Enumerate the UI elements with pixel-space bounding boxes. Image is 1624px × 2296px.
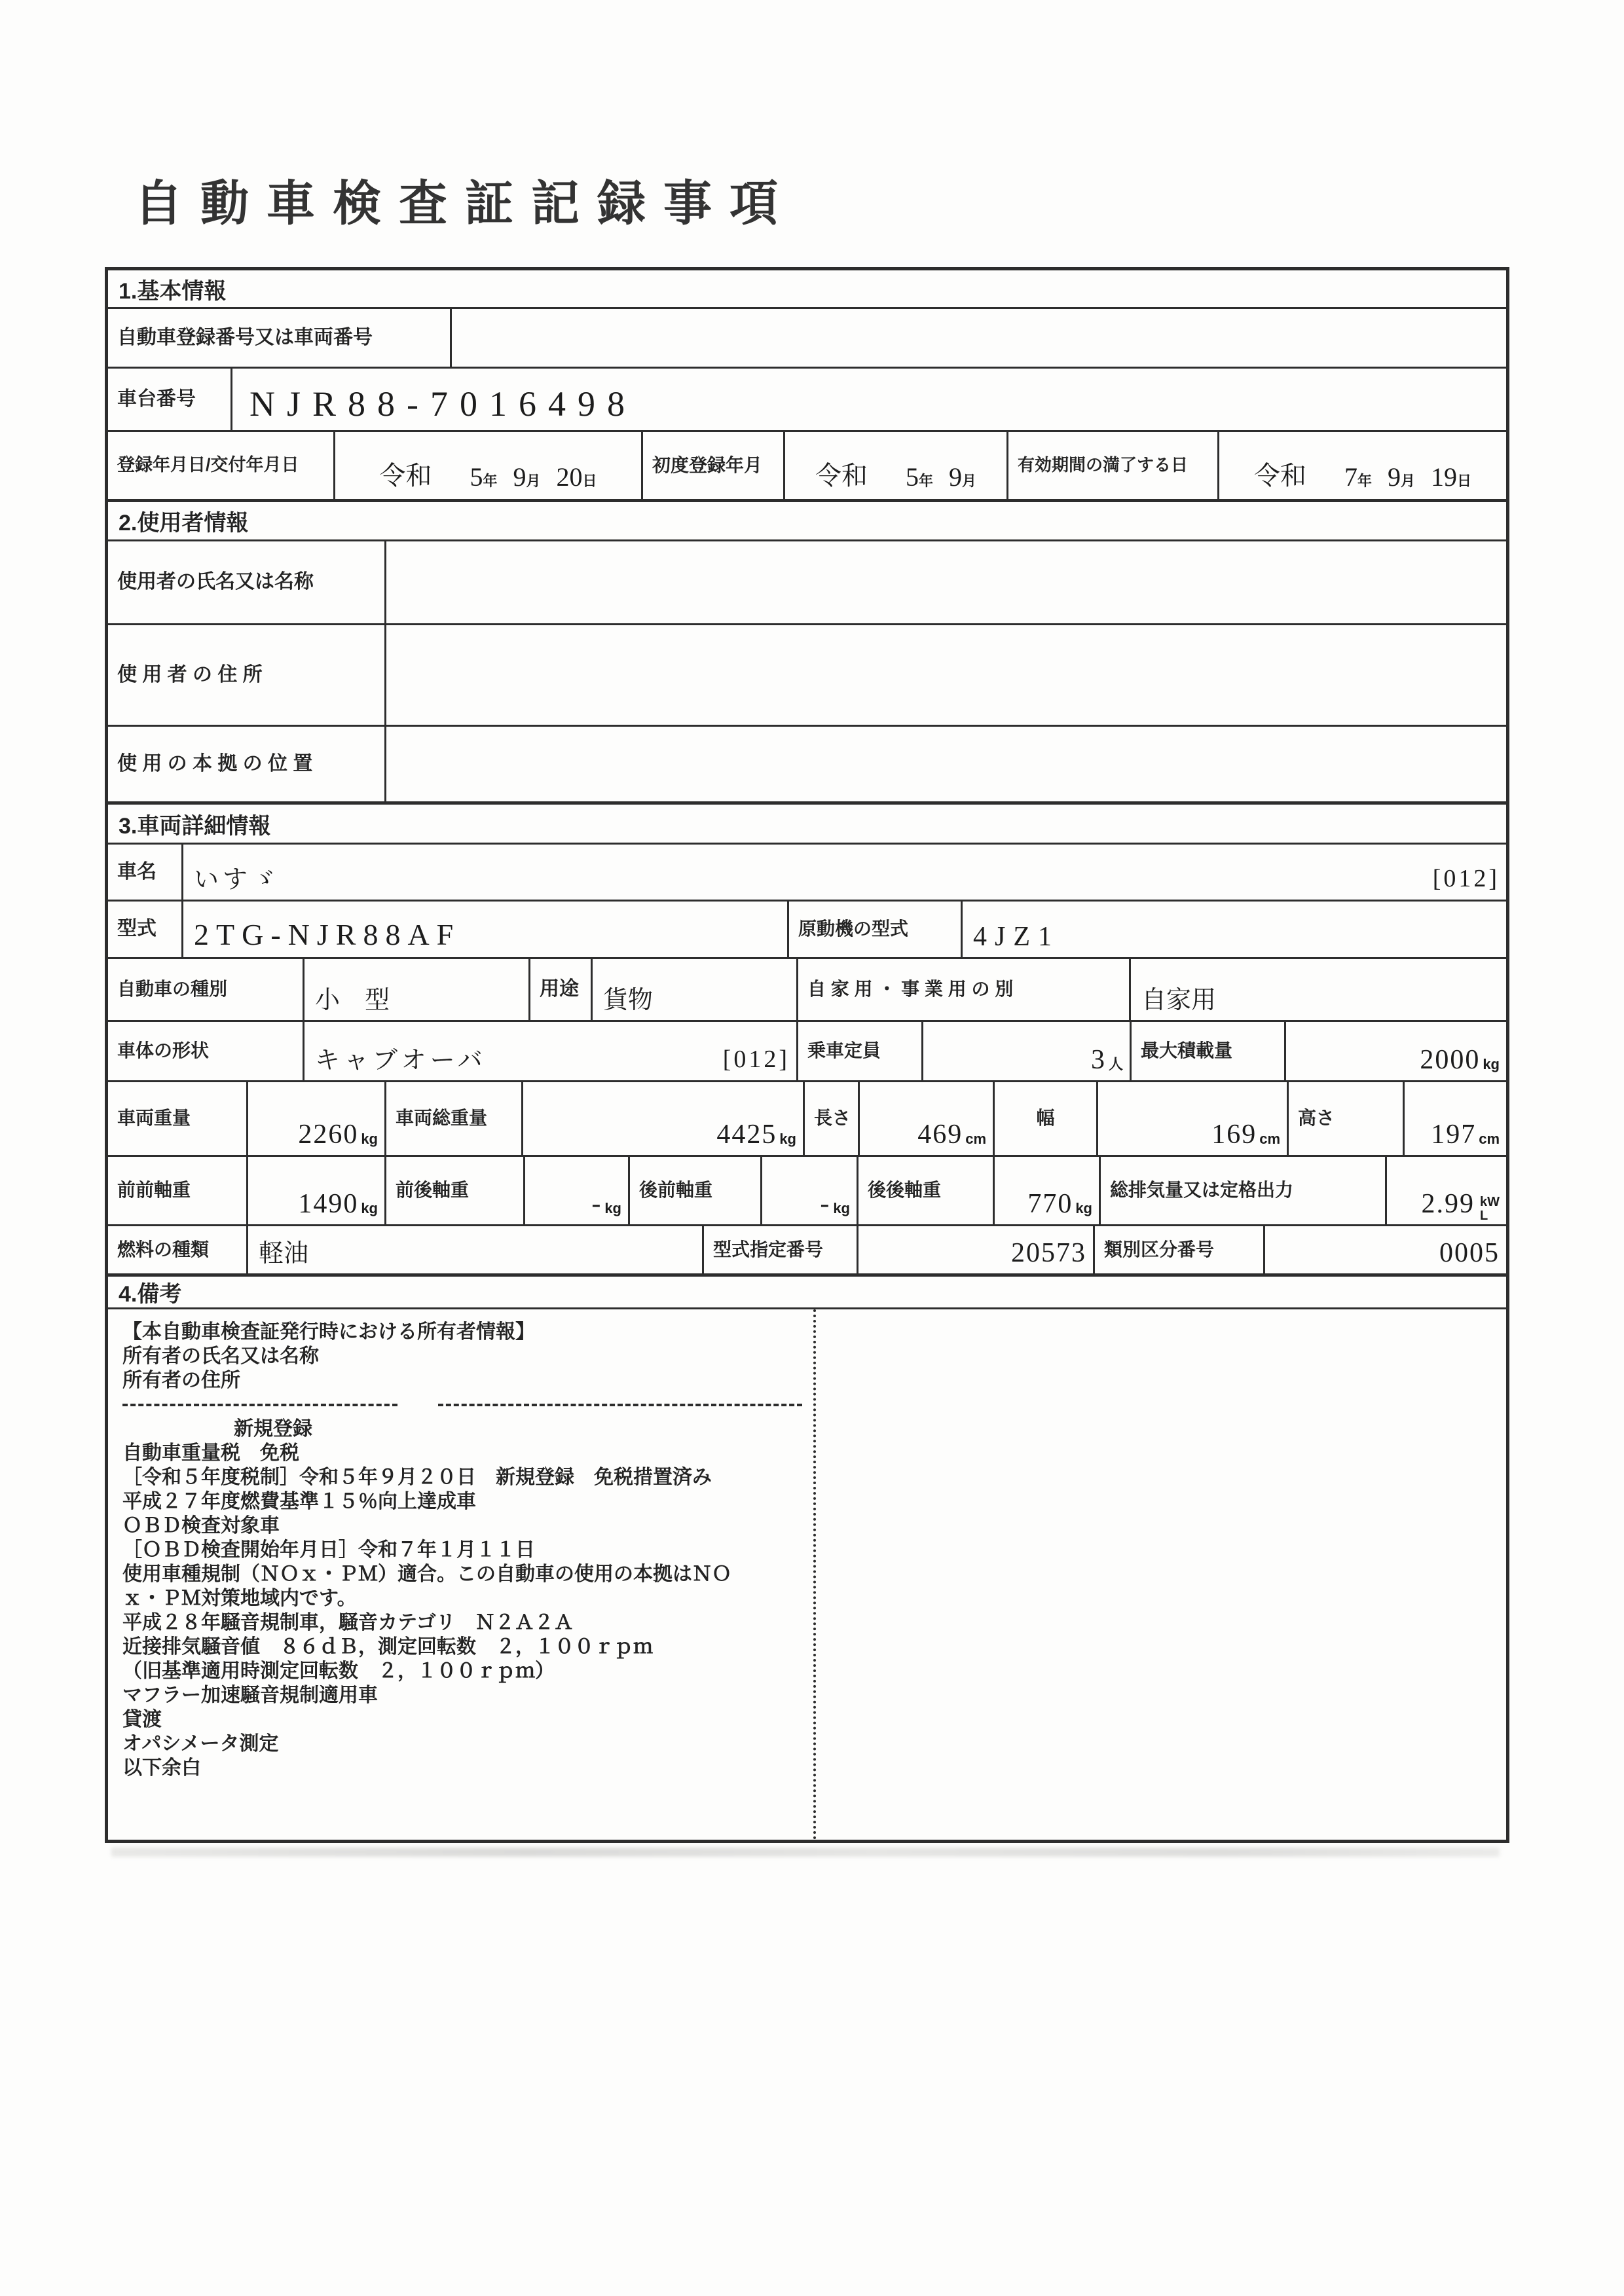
remark-line: ［ＯＢＤ検査開始年月日］令和７年１月１１日 (122, 1539, 535, 1561)
page-title: 自動車検査証記録事項 (134, 177, 796, 231)
section-header-vehicle-details: 3.車両詳細情報 (108, 803, 1506, 845)
vehicle-kind-value: 小 型 (304, 959, 530, 1020)
scan-artifact (111, 1848, 1500, 1857)
registration-number-label: 自動車登録番号又は車両番号 (108, 309, 452, 367)
chassis-number-label: 車台番号 (108, 369, 232, 430)
remark-line: 【本自動車検査証発行時における所有者情報】 (122, 1321, 535, 1343)
remark-line: 近接排気騒音値 ８６ｄＢ，測定回転数 ２，１００ｒｐｍ (122, 1636, 653, 1658)
length-value: 469 cm (860, 1082, 995, 1155)
car-name-value: いすゞ (194, 866, 281, 894)
user-name-label: 使用者の氏名又は名称 (108, 541, 386, 623)
remark-line: 貸渡 (122, 1709, 162, 1730)
remarks-box (108, 1309, 1506, 1840)
car-name-row (108, 845, 1506, 902)
chassis-number-row (108, 369, 1506, 432)
remark-line: ［令和５年度税制］令和５年９月２０日 新規登録 免税措置済み (122, 1467, 712, 1488)
vehicle-kind-label: 自動車の種別 (108, 959, 304, 1020)
dash-segment (122, 1404, 397, 1406)
width-value: 169 cm (1098, 1082, 1289, 1155)
car-name-label: 車名 (108, 845, 183, 900)
expiry-date-value: 令和 7 年 9 月 19 日 (1219, 432, 1506, 499)
base-location-label: 使 用 の 本 拠 の 位 置 (108, 727, 386, 801)
era-text: 令和 (815, 461, 868, 490)
private-business-label: 自 家 用 ・ 事 業 用 の 別 (798, 959, 1131, 1020)
class-number-value: 0005 (1439, 1237, 1500, 1268)
displacement-value: 2.99 kW L (1421, 1188, 1500, 1223)
dash-segment (438, 1404, 802, 1406)
model-row (108, 902, 1506, 959)
remarks-dashed-divider (122, 1393, 802, 1417)
type-certification-label: 型式指定番号 (704, 1226, 858, 1273)
fuel-row (108, 1226, 1506, 1275)
remark-line: 所有者の住所 (122, 1370, 240, 1391)
type-certification-value: 20573 (858, 1226, 1095, 1273)
chassis-number-value: NJR88-7016498 (249, 384, 637, 424)
fuel-type-label: 燃料の種類 (108, 1226, 248, 1273)
remark-line: オパシメータ測定 (122, 1733, 279, 1755)
body-shape-value-cell (304, 1022, 798, 1080)
expiry-date-label: 有効期間の満了する日 (1008, 432, 1219, 499)
remark-line: 以下余白 (122, 1757, 201, 1779)
dates-row (108, 432, 1506, 501)
first-registration-value: 令和 5 年 9 月 (785, 432, 1008, 499)
axle-front-front-value: 1490 kg (248, 1157, 386, 1224)
car-name-value-cell (183, 845, 1506, 900)
registration-number-row (108, 309, 1506, 369)
inspection-record-table (105, 267, 1509, 1843)
width-label: 幅 (995, 1082, 1098, 1155)
fuel-type-value: 軽油 (248, 1226, 704, 1273)
user-address-label: 使 用 者 の 住 所 (108, 625, 386, 725)
remark-line: 所有者の氏名又は名称 (122, 1345, 319, 1367)
axle-rear-rear-value: 770 kg (995, 1157, 1101, 1224)
gross-weight-value: 4425 kg (523, 1082, 805, 1155)
body-shape-row (108, 1022, 1506, 1082)
max-load-label: 最大積載量 (1132, 1022, 1286, 1080)
remark-line: 使用車種規制（ＮＯｘ・ＰＭ）適合。この自動車の使用の本拠はＮＯ (122, 1563, 731, 1585)
remark-line: 新規登録 (234, 1418, 312, 1440)
base-location-value (386, 727, 1506, 801)
remark-line: 平成２７年度燃費基準１５％向上達成車 (122, 1491, 476, 1512)
max-load-value: 2000 kg (1420, 1044, 1500, 1075)
axle-rear-rear-label: 後後軸重 (858, 1157, 995, 1224)
axle-front-front-label: 前前軸重 (108, 1157, 248, 1224)
user-name-row (108, 541, 1506, 625)
section-header-user-info: 2.使用者情報 (108, 501, 1506, 541)
height-value: 197 cm (1431, 1119, 1500, 1150)
vehicle-weight-value: 2260 kg (248, 1082, 386, 1155)
axle-front-rear-label: 前後軸重 (386, 1157, 525, 1224)
remark-line: 自動車重量税 免税 (122, 1442, 299, 1464)
length-label: 長さ (805, 1082, 860, 1155)
body-shape-value: キャブオーバ (315, 1047, 487, 1075)
user-address-row (108, 625, 1506, 727)
model-label: 型式 (108, 902, 183, 957)
axle-rear-front-label: 後前軸重 (630, 1157, 762, 1224)
remarks-vertical-dotted-divider (813, 1309, 816, 1840)
use-value: 貨物 (593, 959, 798, 1020)
height-label: 高さ (1289, 1082, 1405, 1155)
class-number-label: 類別区分番号 (1095, 1226, 1265, 1273)
registration-date-value: 令和 5 年 9 月 20 日 (335, 432, 643, 499)
engine-model-label: 原動機の型式 (789, 902, 963, 957)
section-header-remarks: 4.備考 (108, 1275, 1506, 1309)
axle-rear-front-value: - kg (762, 1157, 858, 1224)
axle-weights-row (108, 1157, 1506, 1226)
displacement-units: kW L (1480, 1195, 1500, 1223)
remark-line: マフラー加速騒音規制適用車 (122, 1685, 378, 1706)
weights-dimensions-row (108, 1082, 1506, 1157)
remark-line: （旧基準適用時測定回転数 ２，１００ｒｐｍ） (122, 1660, 555, 1682)
first-registration-label: 初度登録年月 (643, 432, 785, 499)
model-value: 2TG-NJR88AF (183, 902, 789, 957)
displacement-label: 総排気量又は定格出力 (1101, 1157, 1387, 1224)
use-label: 用途 (530, 959, 593, 1020)
remark-line: 平成２８年騒音規制車，騒音カテゴリ Ｎ２Ａ２Ａ (122, 1612, 574, 1633)
seating-capacity-value: 3 人 (923, 1022, 1132, 1080)
registration-number-value (452, 309, 1506, 367)
body-shape-label: 車体の形状 (108, 1022, 304, 1080)
seating-capacity-label: 乗車定員 (798, 1022, 923, 1080)
engine-model-value: 4JZ1 (973, 921, 1060, 952)
era-text: 令和 (1253, 461, 1306, 490)
vehicle-weight-label: 車両重量 (108, 1082, 248, 1155)
body-shape-code: [012] (722, 1046, 790, 1074)
section-header-basic-info: 1.基本情報 (108, 270, 1506, 309)
era-text: 令和 (379, 461, 432, 490)
remark-line: ｘ・ＰＭ対策地域内です。 (122, 1588, 357, 1609)
user-name-value (386, 541, 1506, 623)
base-location-row (108, 727, 1506, 803)
registration-date-label: 登録年月日/交付年月日 (108, 432, 335, 499)
vehicle-kind-row (108, 959, 1506, 1022)
private-business-value: 自家用 (1141, 987, 1217, 1015)
axle-front-rear-value: - kg (525, 1157, 630, 1224)
remark-line: ＯＢＤ検査対象車 (122, 1515, 280, 1537)
remarks-text (108, 1309, 802, 1840)
gross-weight-label: 車両総重量 (386, 1082, 523, 1155)
user-address-value (386, 625, 1506, 725)
car-name-code: [012] (1432, 865, 1500, 893)
